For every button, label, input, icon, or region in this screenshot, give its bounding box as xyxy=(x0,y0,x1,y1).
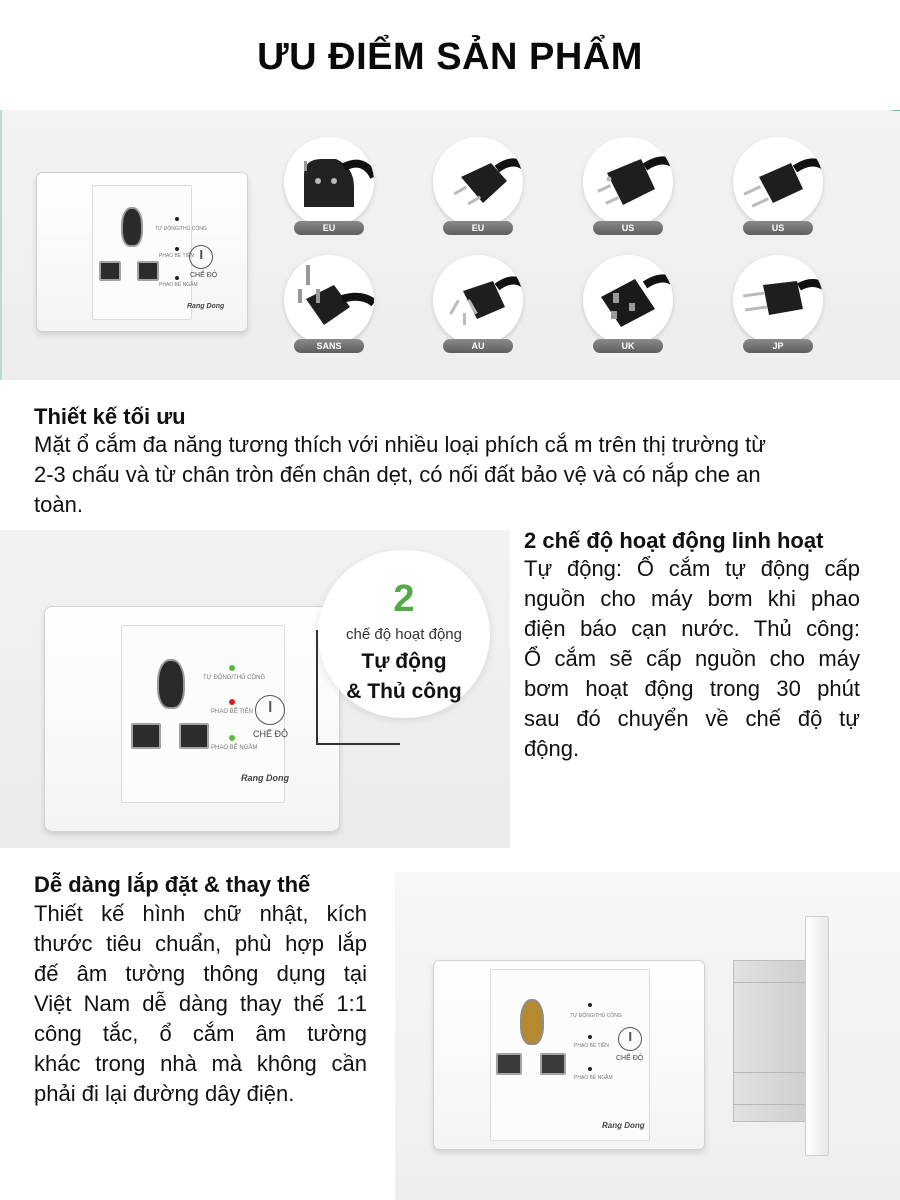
plug-compatibility-image xyxy=(0,110,900,380)
design-line-2: 2-3 chấu và từ chân tròn đến chân dẹt, có nối đất bảo vệ và có nắp che an xyxy=(34,462,761,487)
design-line-1: Mặt ổ cắm đa năng tương thích với nhiều loại phích cắ m trên thị trường từ xyxy=(34,432,766,457)
install-line-5: công tắc, ổ cắm âm tường xyxy=(34,1021,367,1046)
callout-line-1: Tự động xyxy=(361,650,447,673)
modes-line-3: điện báo cạn nước. Thủ công: xyxy=(524,616,860,641)
modes-line-4: Ổ cắm sẽ cấp nguồn cho máy xyxy=(524,646,860,671)
install-line-4: Việt Nam dễ dàng thay thế 1:1 xyxy=(34,991,367,1016)
mode-button-icon-small xyxy=(618,1027,642,1051)
design-line-3: toàn. xyxy=(34,492,83,517)
modes-callout xyxy=(318,550,490,718)
universal-socket-hole xyxy=(121,207,143,247)
float-cellar-led-green xyxy=(229,735,235,741)
float-tank-label-small: PHAO BỂ TIÊN xyxy=(574,1043,609,1049)
mode-label-small: TỰ ĐỘNG/THỦ CÔNG xyxy=(570,1013,622,1019)
modes-line-2: nguồn cho máy bơm khi phao xyxy=(524,586,860,611)
jp-plug-icon xyxy=(733,255,823,345)
socket-angled-view xyxy=(44,606,340,832)
float-tank-led-small xyxy=(588,1035,592,1039)
plug-tag-4: US xyxy=(743,221,813,235)
install-line-2: thước tiêu chuẩn, phù hợp lắp xyxy=(34,931,367,956)
us-flat-plug-icon xyxy=(733,137,823,227)
page-title: ƯU ĐIỂM SẢN PHẨM xyxy=(257,36,643,78)
modes-line-1: Tự động: Ổ cắm tự động cấp xyxy=(524,556,860,581)
us-grounded-plug-icon xyxy=(583,137,673,227)
plug-tag-7: UK xyxy=(593,339,663,353)
universal-socket-hole-large xyxy=(157,659,185,709)
plug-tag-2: EU xyxy=(443,221,513,235)
callout-pointer-vertical xyxy=(316,630,318,745)
brand-logo-large: Rang Dong xyxy=(241,773,289,783)
socket-side-rib-2 xyxy=(733,1072,807,1073)
schuko-plug-icon xyxy=(284,137,374,227)
mode-label: TỰ ĐỘNG/THỦ CÔNG xyxy=(155,226,207,232)
mode-button-icon-large xyxy=(255,695,285,725)
socket-side-rib-3 xyxy=(733,1104,807,1105)
mode-led xyxy=(175,217,179,221)
mode-button-label-large: CHẾ ĐỘ xyxy=(253,729,289,739)
float-tank-led xyxy=(175,247,179,251)
installation-image xyxy=(395,872,900,1200)
panel-edge-line xyxy=(0,110,2,380)
float-tank-label: PHAO BỂ TIÊN xyxy=(159,253,194,259)
float-cellar-label-large: PHAO BỂ NGẦM xyxy=(211,745,258,751)
modes-line-7: động. xyxy=(524,736,580,761)
plug-tag-3: US xyxy=(593,221,663,235)
callout-subtitle: chế độ hoạt động xyxy=(346,626,462,643)
callout-number: 2 xyxy=(393,578,415,620)
socket-hole-right-brass xyxy=(540,1053,566,1075)
socket-hole-left xyxy=(99,261,121,281)
modes-heading: 2 chế độ hoạt động linh hoạt xyxy=(524,528,824,553)
universal-socket-hole-brass xyxy=(520,999,544,1045)
mode-led-green xyxy=(229,665,235,671)
float-tank-led-red xyxy=(229,699,235,705)
mode-button-label-small: CHẾ ĐỘ xyxy=(616,1055,644,1062)
install-heading: Dễ dàng lắp đặt & thay thế xyxy=(34,872,311,897)
socket-side-rib-1 xyxy=(733,982,807,983)
socket-side-body xyxy=(733,960,807,1122)
brand-logo: Rang Dong xyxy=(187,303,225,310)
socket-hole-left-brass xyxy=(496,1053,522,1075)
mode-led-small xyxy=(588,1003,592,1007)
modes-line-6: sau đó chuyển về chế độ tự xyxy=(524,706,860,731)
panel-edge-tick xyxy=(892,110,900,111)
au-plug-icon xyxy=(433,255,523,345)
socket-hole-right-large xyxy=(179,723,209,749)
socket-front-view-small xyxy=(433,960,705,1150)
mode-button-label: CHẾ ĐỘ xyxy=(190,272,218,279)
mode-label-large: TỰ ĐỘNG/THỦ CÔNG xyxy=(203,675,266,681)
float-cellar-led xyxy=(175,276,179,280)
callout-line-2: & Thủ công xyxy=(346,680,462,703)
install-line-3: đế âm tường thông dụng tại xyxy=(34,961,367,986)
socket-front-view xyxy=(36,172,248,332)
install-line-1: Thiết kế hình chữ nhật, kích xyxy=(34,901,367,926)
float-cellar-led-small xyxy=(588,1067,592,1071)
modes-line-5: bơm hoạt động trong 30 phút xyxy=(524,676,860,701)
socket-side-plate xyxy=(805,916,829,1156)
brand-logo-small: Rang Dong xyxy=(602,1121,645,1130)
two-modes-image xyxy=(0,530,510,848)
mode-button-icon xyxy=(189,245,213,269)
plug-tag-5: SANS xyxy=(294,339,364,353)
float-cellar-label-small: PHAO BỂ NGẦM xyxy=(574,1075,613,1081)
europlug-icon xyxy=(433,137,523,227)
south-africa-plug-icon xyxy=(284,255,374,345)
plug-tag-6: AU xyxy=(443,339,513,353)
design-heading: Thiết kế tối ưu xyxy=(34,404,186,429)
plug-tag-1: EU xyxy=(294,221,364,235)
install-line-6: khác trong nhà mà không cần xyxy=(34,1051,367,1076)
socket-hole-right xyxy=(137,261,159,281)
callout-pointer-horizontal xyxy=(316,743,400,745)
float-cellar-label: PHAO BỂ NGẦM xyxy=(159,282,198,288)
install-line-7: phải đi lại đường dây điện. xyxy=(34,1081,295,1106)
plug-tag-8: JP xyxy=(743,339,813,353)
float-tank-label-large: PHAO BỂ TIÊN xyxy=(211,709,253,715)
uk-plug-icon xyxy=(583,255,673,345)
socket-hole-left-large xyxy=(131,723,161,749)
